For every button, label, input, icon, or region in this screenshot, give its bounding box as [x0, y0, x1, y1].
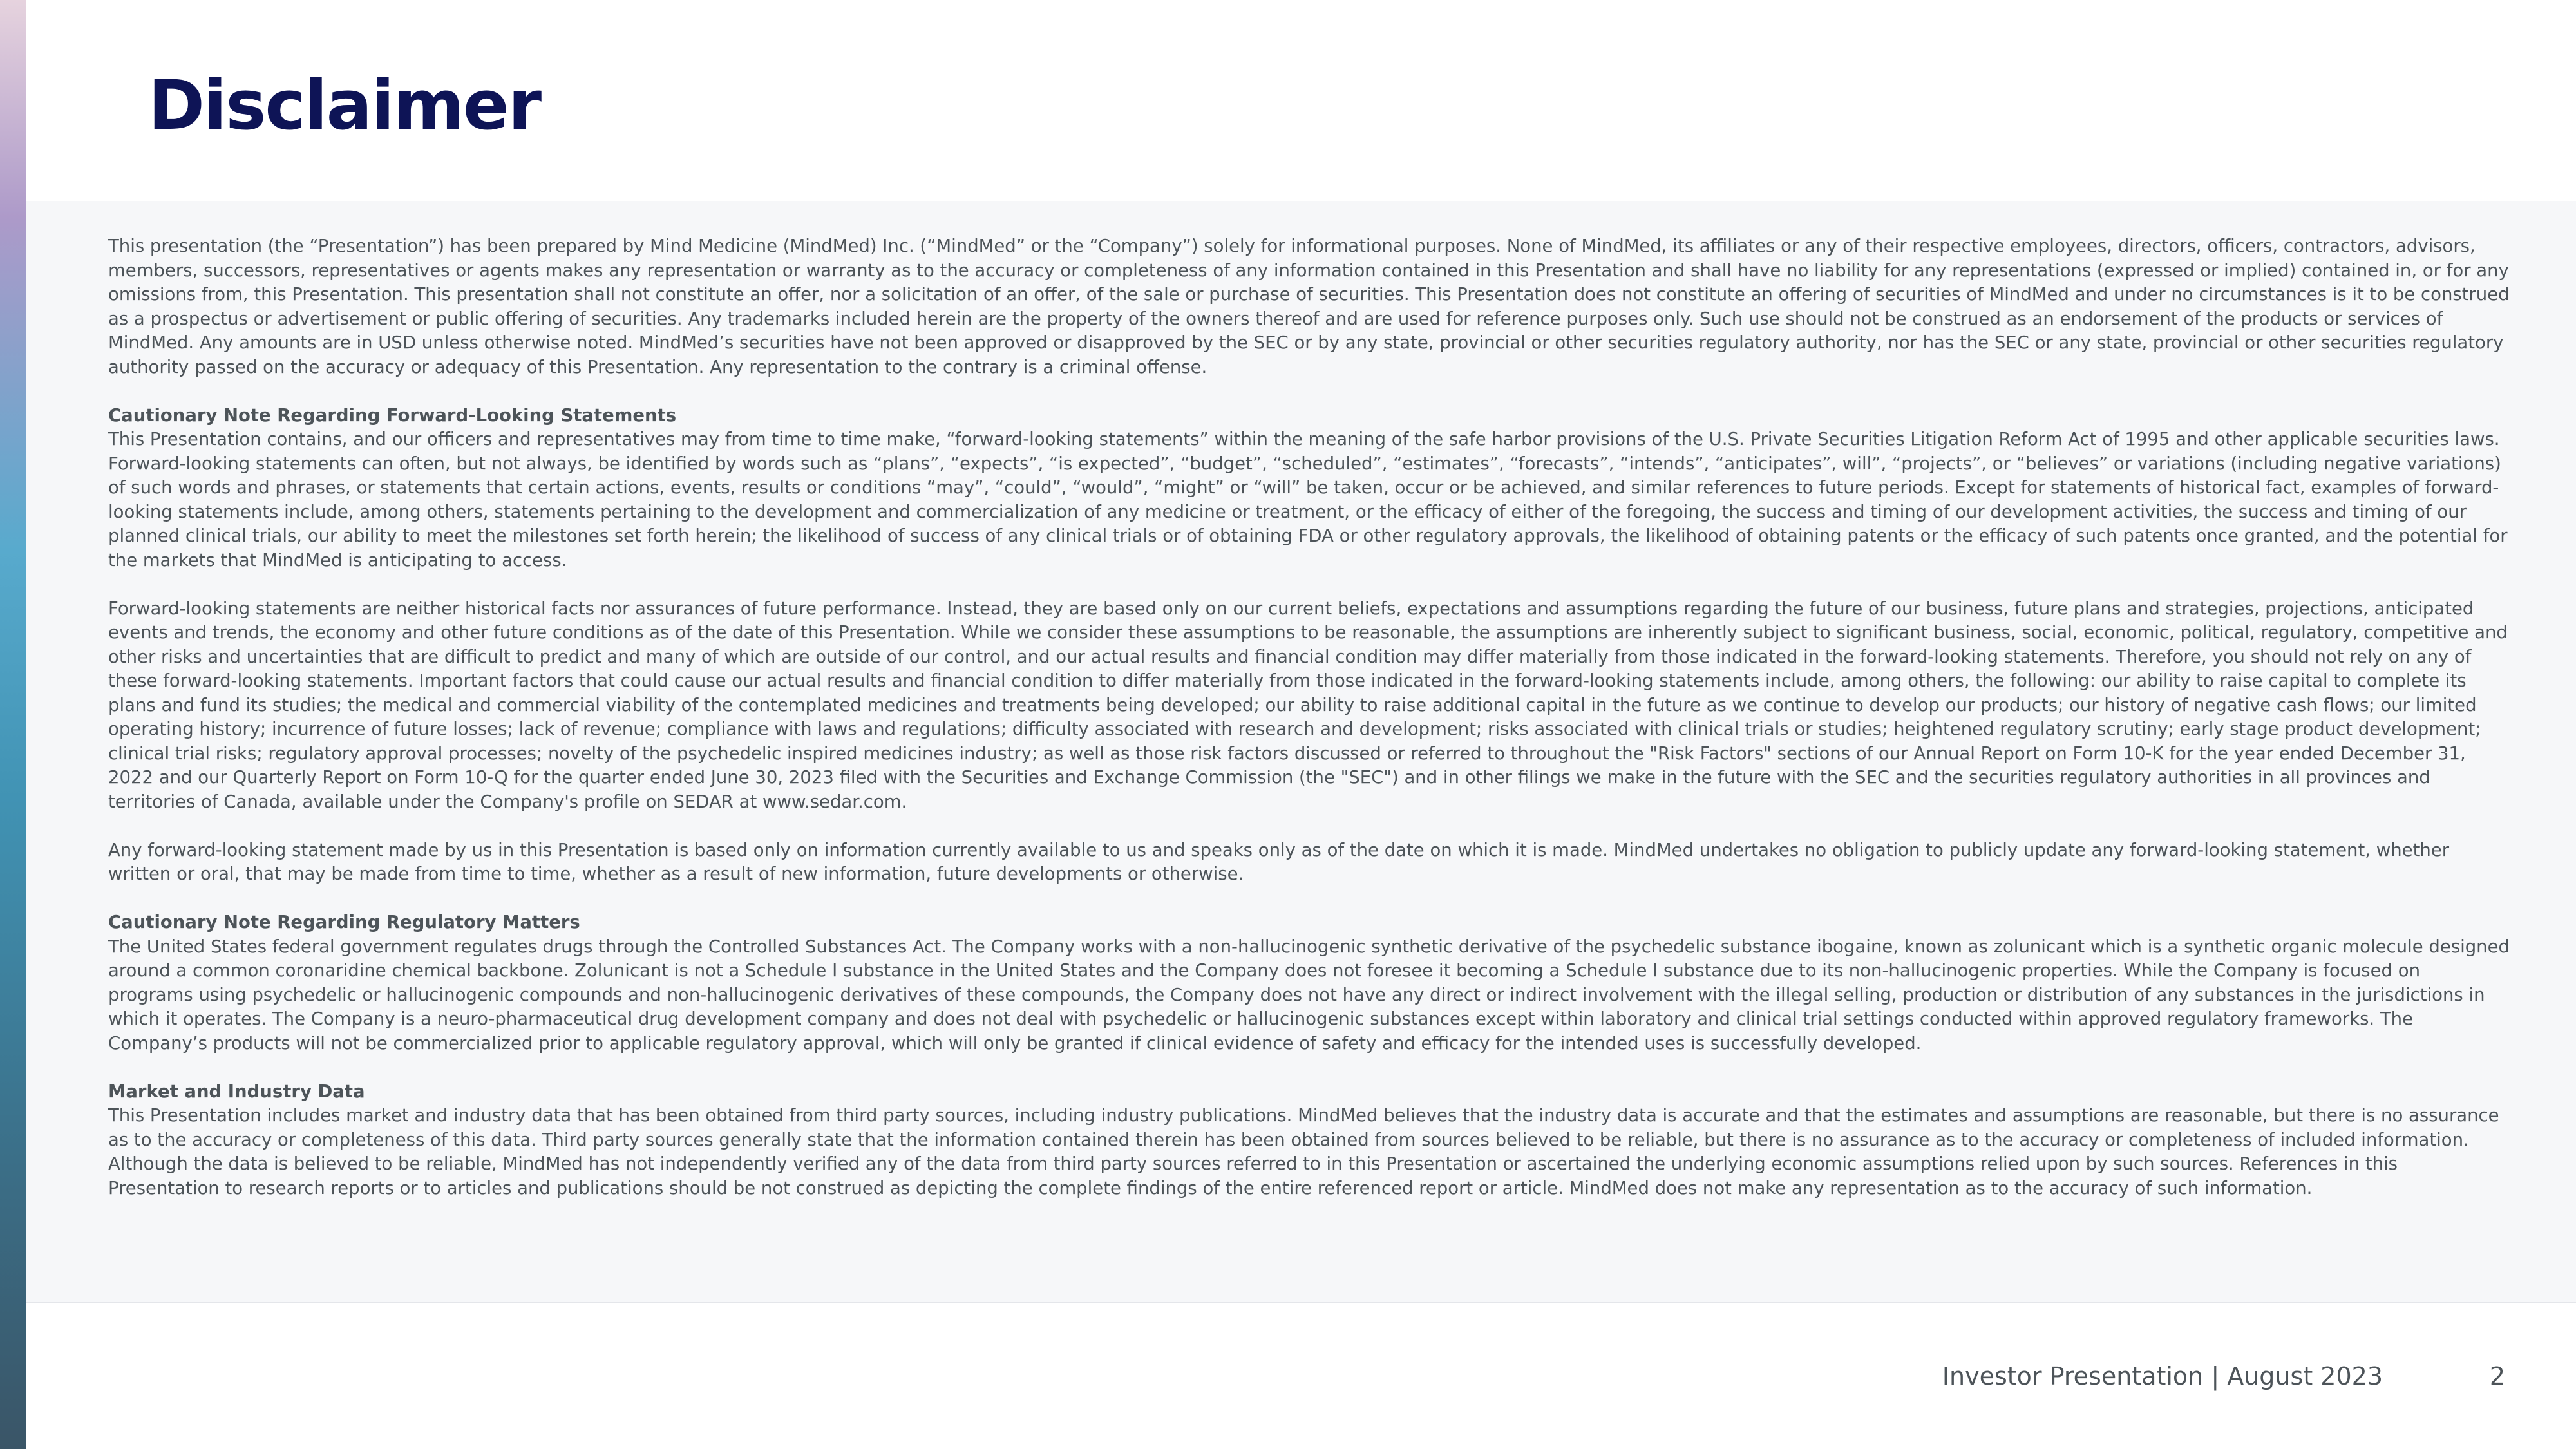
forward-looking-paragraph-3: Any forward-looking statement made by us in this Presentation is based only on information currently available to us and speaks only as of the date on which it is made. MindMed undertakes no obligation to publicly update any forward-looking statement, whether written or oral, that may be made from time to time, whether as a result of new information, future developments or otherwise.	[108, 839, 2450, 884]
slide-title: Disclaimer	[148, 66, 541, 145]
forward-looking-section	[108, 404, 2510, 573]
disclaimer-text	[108, 234, 2510, 1225]
regulatory-paragraph: The United States federal government regulates drugs through the Controlled Substances Act. The Company works with a non-hallucinogenic synthetic derivative of the psychedelic substance ibogaine, known as zolunicant which is a synthetic organic molecule designed around a common coronaridine chemical backbone. Zolunicant is not a Schedule I substance in the United States and the Company does not foresee it becoming a Schedule I substance due to its non-hallucinogenic properties. While the Company is focused on programs using psychedelic or hallucinogenic compounds and non-hallucinogenic derivatives of these compounds, the Company does not have any direct or indirect involvement with the illegal selling, production or distribution of any substances in the jurisdictions in which it operates. The Company is a neuro-pharmaceutical drug development company and does not deal with psychedelic or hallucinogenic substances except within laboratory and clinical trial settings conducted within approved regulatory frameworks. The Company’s products will not be commercialized prior to applicable regulatory approval, which will only be granted if clinical evidence of safety and efficacy for the intended uses is successfully developed.	[108, 936, 2510, 1054]
market-heading: Market and Industry Data	[108, 1081, 365, 1102]
regulatory-heading: Cautionary Note Regarding Regulatory Matters	[108, 912, 580, 933]
market-paragraph: This Presentation includes market and industry data that has been obtained from third party sources, including industry publications. MindMed believes that the industry data is accurate and that the estimates and assumptions are reasonable, but there is no assurance as to the accuracy or completeness of this data. Third party sources generally state that the information contained therein has been obtained from sources believed to be reliable, but there is no assurance as to the accuracy or completeness of included information. Although the data is believed to be reliable, MindMed has not independently verified any of the data from third party sources referred to in this Presentation or ascertained the underlying economic assumptions relied upon by such sources. References in this Presentation to research reports or to articles and publications should be not construed as depicting the complete findings of the entire referenced report or article. MindMed does not make any representation as to the accuracy of such information.	[108, 1105, 2499, 1198]
page-number: 2	[2489, 1362, 2505, 1390]
regulatory-section	[108, 911, 2510, 1056]
forward-looking-paragraph-1: This Presentation contains, and our officers and representatives may from time to time make, “forward-looking statements” within the meaning of the safe harbor provisions of the U.S. Private Securities Litigation Reform Act of 1995 and other applicable securities laws. Forward-looking statements can often, but not always, be identified by words such as “plans”, “expects”, “is expected”, “budget”, “scheduled”, “estimates”, “forecasts”, “intends”, “anticipates”, will”, “projects”, or “believes” or variations (including negative variations) of such words and phrases, or statements that certain actions, events, results or conditions “may”, “could”, “would”, “might” or “will” be taken, occur or be achieved, and similar references to future periods. Except for statements of historical fact, examples of forward-looking statements include, among others, statements pertaining to the development and commercialization of any medicine or treatment, or the efficacy of either of the foregoing, the success and timing of our development activities, the success and timing of our planned clinical trials, our ability to meet the milestones set forth herein; the likelihood of success of any clinical trials or of obtaining FDA or other regulatory approvals, the likelihood of obtaining patents or the efficacy of such patents once granted, and the potential for the markets that MindMed is anticipating to access.	[108, 429, 2508, 571]
forward-looking-paragraph-2: Forward-looking statements are neither historical facts nor assurances of future performance. Instead, they are based only on our current beliefs, expectations and assumptions regarding the future of our business, future plans and strategies, projections, anticipated events and trends, the economy and other future conditions as of the date of this Presentation. While we consider these assumptions to be reasonable, the assumptions are inherently subject to significant business, social, economic, political, regulatory, competitive and other risks and uncertainties that are difficult to predict and many of which are outside of our control, and our actual results and financial condition may differ materially from those indicated in the forward-looking statements. Therefore, you should not rely on any of these forward-looking statements. Important factors that could cause our actual results and financial condition to differ materially from those indicated in the forward-looking statements include, among others, the following: our ability to raise capital to complete its plans and fund its studies; the medical and commercial viability of the contemplated medicines and treatments being developed; our ability to raise additional capital in the future as we continue to develop our products; our history of negative cash flows; our limited operating history; incurrence of future losses; lack of revenue; compliance with laws and regulations; difficulty associated with research and development; risks associated with clinical trials or studies; heightened regulatory scrutiny; early stage product development; clinical trial risks; regulatory approval processes; novelty of the psychedelic inspired medicines industry; as well as those risk factors discussed or referred to throughout the "Risk Factors" sections of our Annual Report on Form 10-K for the year ended December 31, 2022 and our Quarterly Report on Form 10-Q for the quarter ended June 30, 2023 filed with the Securities and Exchange Commission (the "SEC") and in other filings we make in the future with the SEC and the securities regulatory authorities in all provinces and territories of Canada, available under the Company's profile on SEDAR at www.sedar.com.	[108, 598, 2508, 812]
intro-paragraph: This presentation (the “Presentation”) has been prepared by Mind Medicine (MindMed) Inc. (“MindMed” or the “Company”) solely for informational purposes. None of MindMed, its affiliates or any of their respective employees, directors, officers, contractors, advisors, members, successors, representatives or agents makes any representation or warranty as to the accuracy or completeness of any information contained in this Presentation and shall have no liability for any representations (expressed or implied) contained in, or for any omissions from, this Presentation. This presentation shall not constitute an offer, nor a solicitation of an offer, of the sale or purchase of securities. This Presentation does not constitute an offering of securities of MindMed and under no circumstances is it to be construed as a prospectus or advertisement or public offering of securities. Any trademarks included herein are the property of the owners thereof and are used for reference purposes only. Such use should not be construed as an endorsement of the products or services of MindMed. Any amounts are in USD unless otherwise noted. MindMed’s securities have not been approved or disapproved by the SEC or by any state, provincial or other securities regulatory authority, nor has the SEC or any state, provincial or other securities regulatory authority passed on the accuracy or adequacy of this Presentation. Any representation to the contrary is a criminal offense.	[108, 236, 2510, 377]
market-section	[108, 1080, 2510, 1201]
footer-label: Investor Presentation | August 2023	[1942, 1362, 2383, 1390]
accent-gradient-bar	[0, 0, 26, 1449]
disclaimer-panel	[26, 201, 2576, 1303]
forward-looking-heading: Cautionary Note Regarding Forward-Looking Statements	[108, 404, 677, 426]
